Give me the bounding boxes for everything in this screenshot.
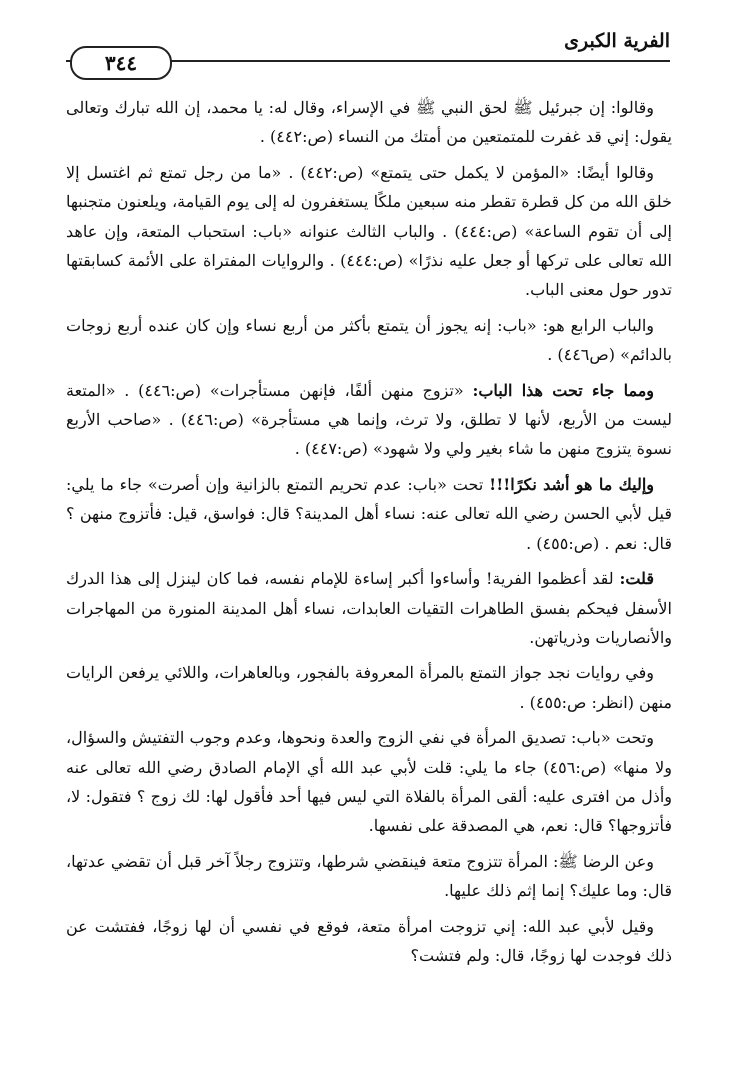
paragraph: [66, 658, 672, 717]
body-text: [66, 93, 672, 976]
paragraph-text: وقيل لأبي عبد الله: إني تزوجت امرأة متعة، فوقع في نفسي أن لها زوجًا، ففتشت عن ذلك فوجدت لها زوجًا، قال: ولم فتشت؟: [66, 916, 672, 965]
paragraph-text: لقد أعظموا الفرية! وأساءوا أكبر إساءة للإمام نفسه، فما كان لينزل إلى هذا الدرك الأسفل فيحكم بفسق الطاهرات التقيات العابدات، نساء أهل المدينة المنورة من المهاجرات والأنصاريات وذرياتهن.: [66, 569, 672, 647]
paragraph-text: والباب الرابع هو: «باب: إنه يجوز أن يتمتع بأكثر من أربع نساء وإن كان عنده أربع زوجات بالدائم» (ص٤٤٦) .: [66, 315, 672, 365]
paragraph: [66, 564, 672, 652]
paragraph-lead: ومما جاء تحت هذا الباب:: [472, 380, 654, 400]
page-header: [66, 30, 670, 82]
paragraph: [66, 93, 672, 152]
paragraph-text: وتحت «باب: تصديق المرأة في نفي الزوج والعدة ونحوها، وعدم وجوب التفتيش والسؤال، ولا منها» (ص:٤٥٦) جاء ما يلي: قلت لأبي عبد الله أي الإمام الصادق رضي الله تعالى عنه وأذل من افترى عليه: ألقى المرأة بالفلاة التي ليس فيها أحد فأقول لها: لك زوج ؟ فتقول: لا، فأتزوجها؟ قال: نعم، هي المصدقة على نفسها.: [66, 728, 673, 836]
paragraph-text: تحت «باب: عدم تحريم التمتع بالزانية وإن أصرت» جاء ما يلي: قيل لأبي الحسن رضي الله تعالى عنه: نساء أهل المدينة؟ قال: فواسق، قيل: فأتزوج منهن ؟ قال: نعم . (ص:٤٥٥) .: [66, 474, 672, 553]
paragraph: [66, 311, 672, 370]
page-number: ٣٤٤: [70, 46, 172, 80]
paragraph: [66, 470, 672, 558]
paragraph-text: «تزوج منهن ألفًا، فإنهن مستأجرات» (ص:٤٤٦) . «المتعة ليست من الأربع، لأنها لا تطلق، ولا ترث، وإنما هي مستأجرة» (ص:٤٤٦) . «صاحب الأربع نسوة يتزوج منهن ما شاء بغير ولي ولا شهود» (ص:٤٤٧) .: [66, 380, 673, 459]
paragraph: [66, 912, 672, 971]
book-title: الفرية الكبرى: [564, 30, 670, 52]
paragraph: [66, 376, 672, 464]
paragraph: [66, 723, 672, 841]
paragraph-text: وقالوا: إن جبرئيل ﷺ لحق النبي ﷺ في الإسراء، وقال له: يا محمد، إن الله تبارك وتعالى يقول: إني قد غفرت للمتمتعين من أمتك من النساء (ص:٤٤٢) .: [66, 98, 672, 147]
paragraph-text: وعن الرضا ﷺ: المرأة تتزوج متعة فينقضي شرطها، وتتزوج رجلاً آخر قبل أن تقضي عدتها، قال: وما عليك؟ إنما إثم ذلك عليها.: [66, 851, 672, 901]
paragraph: [66, 847, 672, 906]
paragraph-text: وفي روايات نجد جواز التمتع بالمرأة المعروفة بالفجور، وبالعاهرات، واللائي يرفعن الرايات منهن (انظر: ص:٤٥٥) .: [66, 663, 672, 712]
paragraph-lead: وإليك ما هو أشد نكرًا!!!: [489, 474, 654, 494]
paragraph-text: وقالوا أيضًا: «المؤمن لا يكمل حتى يتمتع» (ص:٤٤٢) . «ما من رجل تمتع ثم اغتسل إلا خلق الله من كل قطرة تقطر منه سبعين ملكًا يستغفرون له إلى يوم القيامة، ويلعنون متجنبها إلى أن تقوم الساعة» (ص:٤٤٤) . والباب الثالث عنوانه «باب: استحباب المتعة، وإن عاهد الله تعالى على تركها أو جعل عليه نذرًا» (ص:٤٤٤) . والروايات المفتراة على الأئمة كسابقتها تدور حول معنى الباب.: [66, 162, 672, 300]
paragraph-lead: قلت:: [619, 569, 654, 589]
paragraph: [66, 158, 672, 305]
